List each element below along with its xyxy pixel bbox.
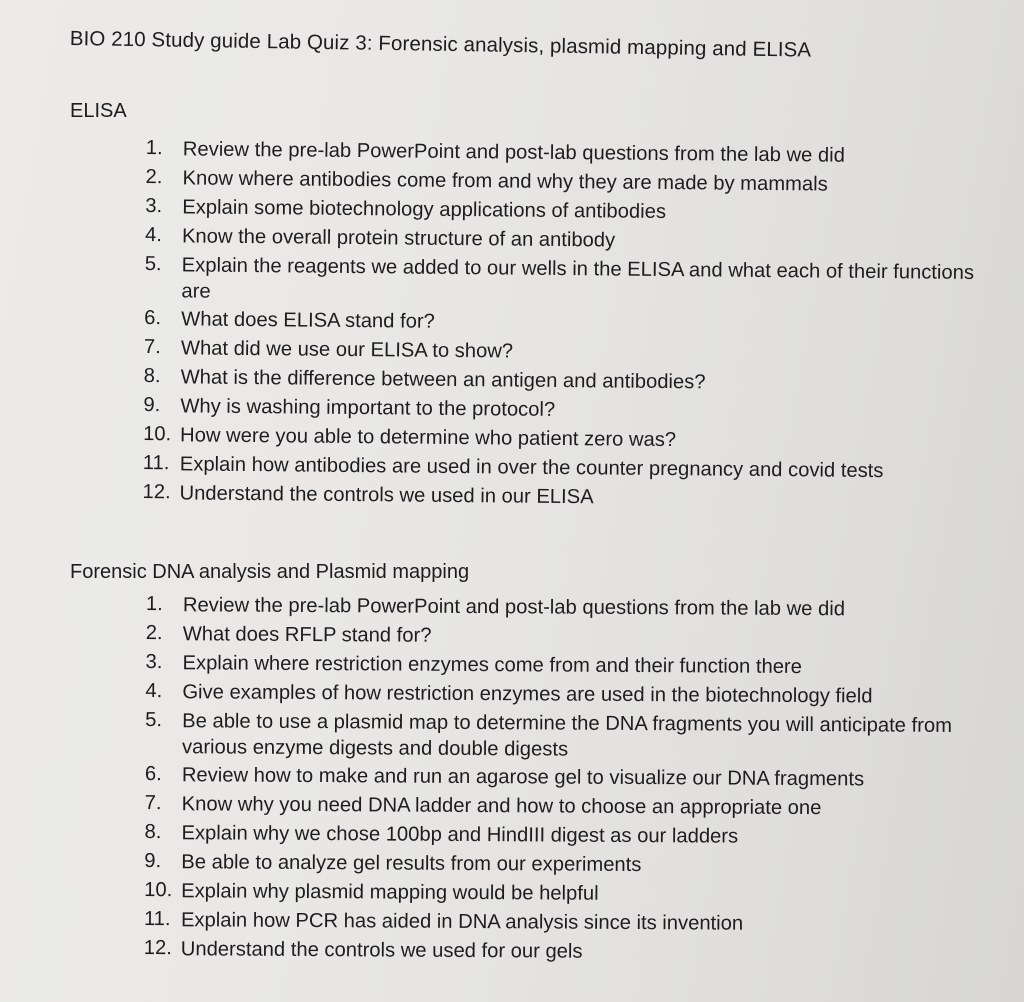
item-text: What does RFLP stand for? (182, 623, 432, 647)
item-text: Why is washing important to the protocol? (180, 395, 556, 421)
item-text: Explain the reagents we added to our wells in the ELISA and what each of their functions are (181, 254, 975, 303)
item-number: 3. (145, 650, 163, 674)
item-text: Know where antibodies come from and why they are made by mammals (182, 167, 828, 196)
item-text: Review the pre-lab PowerPoint and post-lab questions from the lab we did (182, 138, 846, 167)
item-number: 1. (145, 592, 163, 616)
item-number: 5. (144, 252, 162, 276)
section-heading-elisa: ELISA (70, 100, 127, 122)
item-number: 7. (143, 335, 161, 359)
item-number: 2. (145, 621, 163, 645)
item-text: What is the difference between an antigen and antibodies? (180, 366, 706, 394)
item-text: Explain why plasmid mapping would be helpful (181, 880, 599, 905)
item-number: 6. (144, 762, 162, 786)
item-text: Explain why we chose 100bp and HindIII digest as our ladders (181, 822, 739, 848)
item-number: 12. (143, 936, 172, 960)
item-number: 10. (143, 422, 172, 446)
document-title: BIO 210 Study guide Lab Quiz 3: Forensic analysis, plasmid mapping and ELISA (69, 27, 812, 62)
item-number: 11. (143, 907, 171, 931)
item-text: What did we use our ELISA to show? (180, 337, 514, 363)
item-number: 3. (145, 194, 163, 218)
item-text: Be able to analyze gel results from our experiments (181, 851, 642, 877)
item-number: 10. (144, 878, 173, 902)
item-text: How were you able to determine who patient zero was? (180, 424, 677, 452)
item-text: Give examples of how restriction enzymes are used in the biotechnology field (182, 681, 873, 708)
item-text: Know the overall protein structure of an antibody (181, 225, 616, 252)
item-text: Explain where restriction enzymes come from and their function there (182, 652, 802, 679)
item-number: 8. (144, 820, 162, 844)
item-text: Review how to make and run an agarose gel to visualize our DNA fragments (181, 764, 865, 791)
item-number: 4. (145, 679, 163, 703)
elisa-list (142, 134, 983, 515)
item-text: What does ELISA stand for? (181, 308, 435, 333)
item-text: Know why you need DNA ladder and how to choose an appropriate one (181, 793, 822, 820)
item-number: 9. (143, 393, 161, 417)
item-text: Understand the controls we used in our ELISA (179, 482, 594, 509)
item-number: 1. (145, 136, 163, 160)
forensic-list (144, 590, 983, 968)
item-text: Be able to use a plasmid map to determine the DNA fragments you will anticipate from various enzyme digests and double digests (181, 710, 953, 761)
list-item (144, 250, 981, 312)
item-number: 2. (145, 165, 163, 189)
list-item (144, 934, 981, 968)
item-number: 7. (144, 791, 162, 815)
section-heading-forensic: Forensic DNA analysis and Plasmid mapping (70, 561, 470, 583)
item-text: Explain how PCR has aided in DNA analysis since its invention (180, 909, 744, 935)
item-number: 11. (142, 451, 170, 475)
list-item (145, 706, 982, 765)
item-text: Explain some biotechnology applications of antibodies (182, 196, 667, 223)
item-text: Understand the controls we used for our gels (180, 938, 583, 963)
item-number: 6. (144, 306, 162, 330)
item-text: Explain how antibodies are used in over the counter pregnancy and covid tests (179, 453, 884, 483)
item-number: 4. (144, 223, 162, 247)
item-number: 5. (145, 708, 163, 732)
item-text: Review the pre-lab PowerPoint and post-lab questions from the lab we did (182, 594, 846, 621)
item-number: 9. (144, 849, 162, 873)
item-number: 12. (142, 480, 171, 504)
item-number: 8. (143, 364, 161, 388)
